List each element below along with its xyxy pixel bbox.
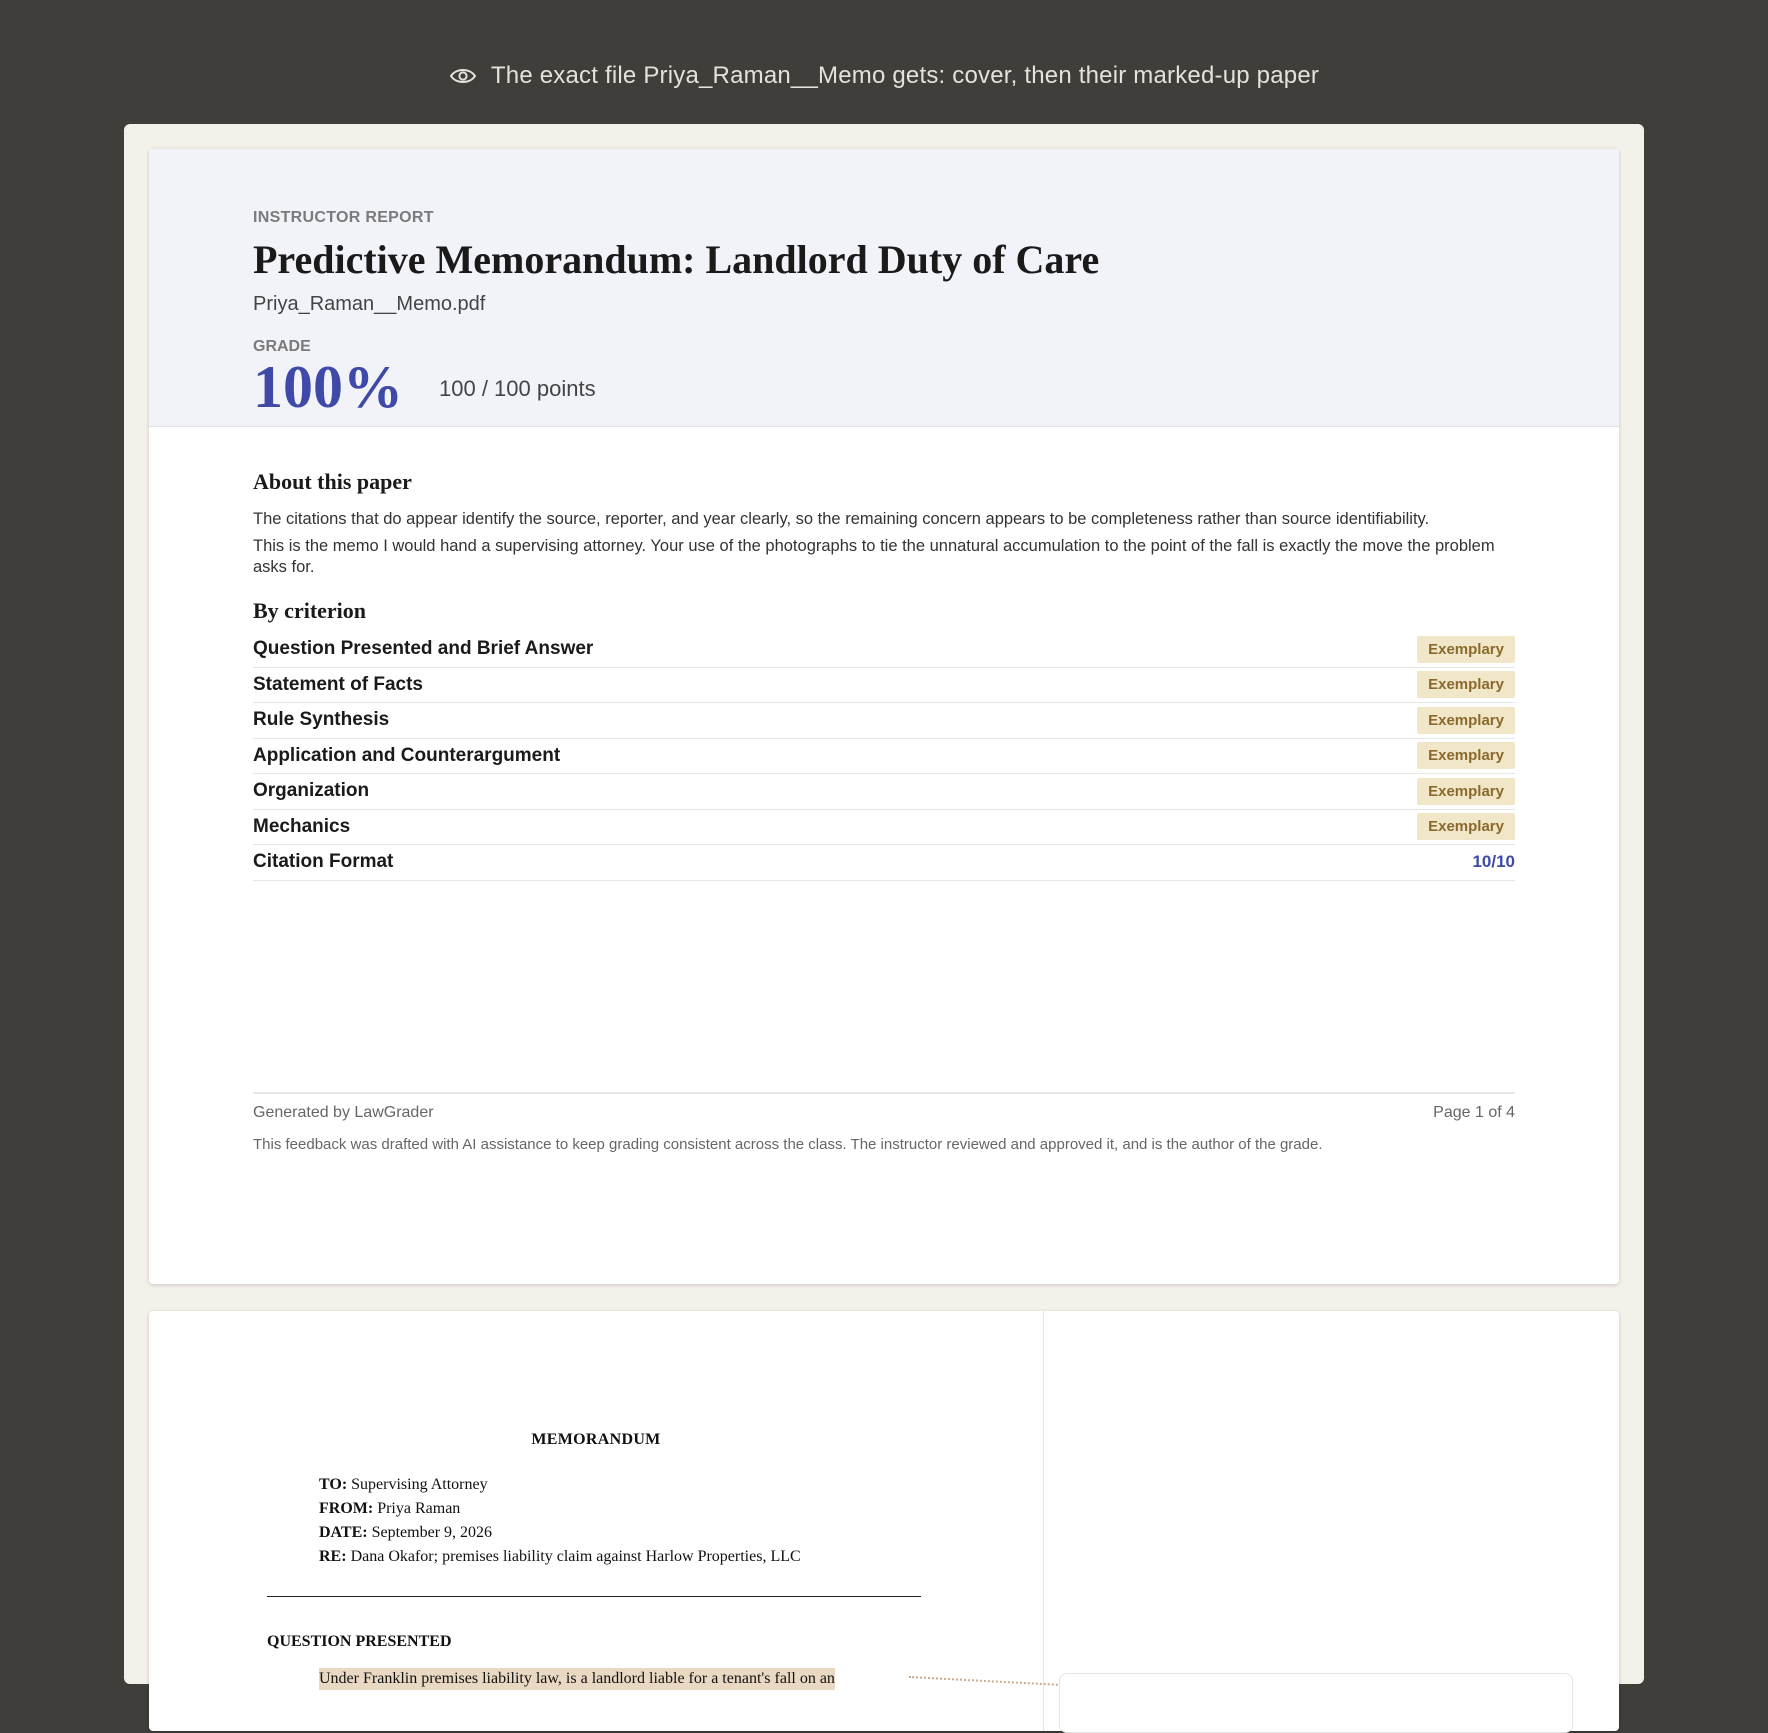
- criterion-name: Application and Counterargument: [253, 744, 561, 766]
- memo-date-label: DATE:: [319, 1524, 368, 1541]
- question-presented-heading: QUESTION PRESENTED: [267, 1633, 452, 1650]
- grade-row: [253, 354, 1619, 420]
- memo-date: [319, 1521, 801, 1545]
- preview-caption-text: The exact file Priya_Raman__Memo gets: cover, then their marked-up paper: [490, 62, 1320, 89]
- criterion-row: [253, 774, 1515, 810]
- generated-by: Generated by LawGrader: [253, 1104, 434, 1121]
- criterion-name: Mechanics: [253, 815, 351, 837]
- criteria-list: [253, 632, 1515, 881]
- about-paragraph: This is the memo I would hand a supervising attorney. Your use of the photographs to tie the unnatural accumulation to the point of the fall is exactly the move the problem asks for.: [253, 537, 1495, 576]
- memo-to: [319, 1473, 801, 1497]
- about-paragraph: The citations that do appear identify the source, reporter, and year clearly, so the remaining concern appears to be completeness rather than source identifiability.: [253, 510, 1430, 528]
- grade-points: 100 / 100 points: [439, 376, 596, 401]
- criterion-name: Question Presented and Brief Answer: [253, 638, 594, 660]
- grade-percent: 100%: [253, 354, 403, 420]
- grade-label: GRADE: [253, 338, 311, 355]
- criterion-badge: Exemplary: [1417, 636, 1515, 663]
- memo-to-value: Supervising Attorney: [351, 1476, 488, 1493]
- preview-caption: [0, 62, 1768, 90]
- about-section: [253, 469, 1515, 578]
- criterion-row: [253, 632, 1515, 668]
- memo-from-value: Priya Raman: [377, 1500, 461, 1517]
- criterion-row: [253, 810, 1515, 846]
- memo-header: [319, 1473, 801, 1569]
- about-heading: About this paper: [253, 469, 412, 494]
- cover-footer: [253, 1092, 1515, 1153]
- file-name: Priya_Raman__Memo.pdf: [253, 293, 486, 315]
- memo-re-label: RE:: [319, 1548, 347, 1565]
- highlighted-passage[interactable]: Under Franklin premises liability law, is a landlord liable for a tenant's fall on an: [319, 1668, 835, 1690]
- criterion-row: [253, 739, 1515, 775]
- criterion-badge: Exemplary: [1417, 813, 1515, 840]
- criterion-name: Statement of Facts: [253, 673, 423, 695]
- memo-to-label: TO:: [319, 1476, 348, 1493]
- criterion-heading: By criterion: [253, 598, 367, 623]
- annotation-comment-card[interactable]: [1059, 1673, 1573, 1733]
- criterion-name: Rule Synthesis: [253, 709, 390, 731]
- page-number: Page 1 of 4: [1433, 1104, 1515, 1121]
- criterion-score: 10/10: [1472, 852, 1515, 872]
- footer-row: [253, 1104, 1515, 1122]
- cover-body: [149, 427, 1619, 881]
- report-eyebrow: INSTRUCTOR REPORT: [253, 209, 434, 226]
- preview-frame[interactable]: [124, 124, 1644, 1687]
- criterion-badge: Exemplary: [1417, 707, 1515, 734]
- criterion-row: [253, 668, 1515, 704]
- memo-from-label: FROM:: [319, 1500, 374, 1517]
- margin-divider: [1043, 1311, 1044, 1731]
- memo-re: [319, 1545, 801, 1569]
- criterion-name: Organization: [253, 780, 370, 802]
- memo-title: MEMORANDUM: [531, 1431, 661, 1448]
- criterion-badge: Exemplary: [1417, 778, 1515, 805]
- memo-re-value: Dana Okafor; premises liability claim against Harlow Properties, LLC: [350, 1548, 801, 1565]
- cover-page: [149, 149, 1619, 1284]
- criterion-badge: Exemplary: [1417, 742, 1515, 769]
- criterion-row: [253, 845, 1515, 881]
- cover-header: [149, 149, 1619, 427]
- criterion-row: [253, 703, 1515, 739]
- memo-date-value: September 9, 2026: [371, 1524, 493, 1541]
- criterion-badge: Exemplary: [1417, 671, 1515, 698]
- criterion-name: Citation Format: [253, 851, 394, 873]
- marked-up-paper-page: [149, 1311, 1619, 1731]
- eye-icon: [449, 66, 477, 86]
- assignment-title: Predictive Memorandum: Landlord Duty of Care: [253, 237, 1100, 282]
- ai-disclosure: This feedback was drafted with AI assistance to keep grading consistent across the class. The instructor reviewed and approved it, and is the author of the grade.: [253, 1136, 1323, 1153]
- memo-divider: [267, 1596, 921, 1597]
- memo-from: [319, 1497, 801, 1521]
